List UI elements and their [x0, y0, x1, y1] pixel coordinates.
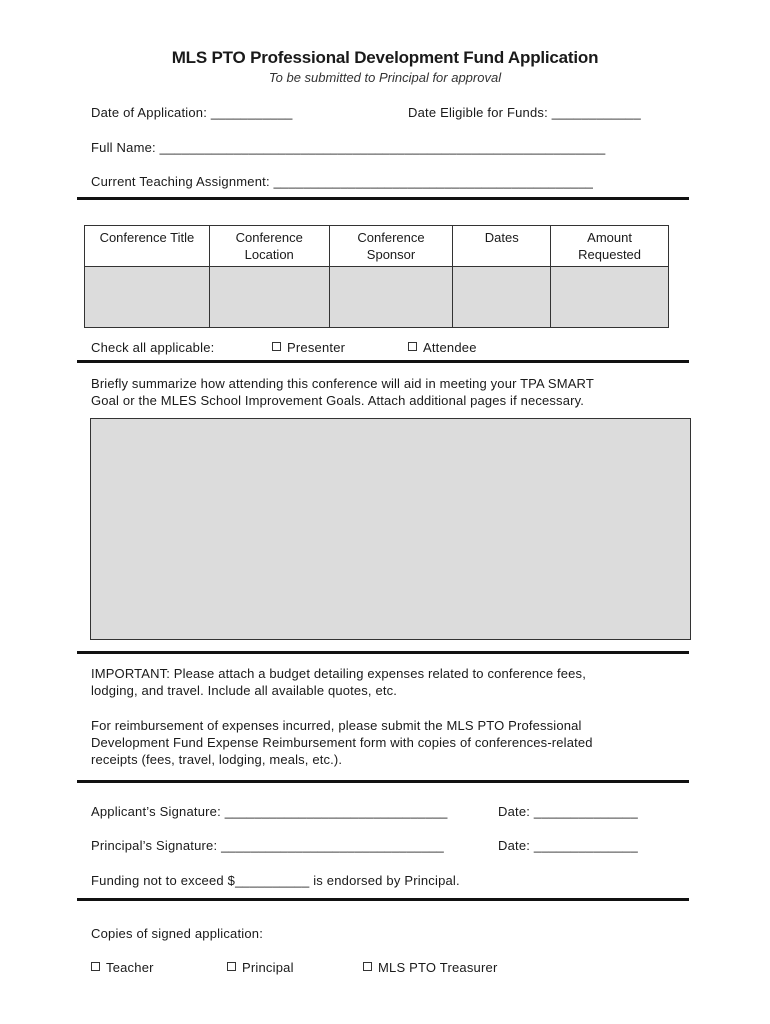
page-title: MLS PTO Professional Development Fund Application: [171, 48, 599, 67]
checkbox-icon: [227, 962, 236, 971]
checkbox-icon: [408, 342, 417, 351]
conference-table: [84, 225, 669, 328]
applicant-date-field[interactable]: Date: ______________: [498, 804, 638, 819]
attendee-label: Attendee: [423, 340, 477, 355]
presenter-checkbox[interactable]: [272, 340, 345, 355]
teacher-label: Teacher: [106, 960, 154, 975]
summary-line: Goal or the MLES School Improvement Goals. Attach additional pages if necessary.: [91, 393, 585, 408]
reimbursement-line: Development Fund Expense Reimbursement form with copies of conferences-related: [91, 735, 593, 750]
funding-limit-field[interactable]: Funding not to exceed $__________ is endorsed by Principal.: [91, 873, 460, 888]
principal-label: Principal: [242, 960, 294, 975]
dates-input[interactable]: [453, 267, 551, 328]
column-header-conference-location: Conference Location: [209, 226, 329, 267]
check-applicable-label: Check all applicable:: [91, 340, 215, 355]
presenter-label: Presenter: [287, 340, 346, 355]
date-eligible-field[interactable]: Date Eligible for Funds: ____________: [408, 105, 641, 120]
summary-instructions: [91, 375, 594, 409]
summary-line: Briefly summarize how attending this conference will aid in meeting your TPA SMART: [91, 376, 594, 391]
principal-checkbox[interactable]: [227, 960, 294, 975]
section-divider: [77, 898, 689, 901]
column-header-dates: Dates: [453, 226, 551, 267]
section-divider: [77, 197, 689, 200]
section-divider: [77, 651, 689, 654]
applicant-signature-field[interactable]: Applicant’s Signature: ______________________________: [91, 804, 448, 819]
full-name-field[interactable]: Full Name: ____________________________________________________________: [91, 140, 606, 155]
table-header-row: [85, 226, 669, 267]
conference-title-input[interactable]: [85, 267, 210, 328]
principal-signature-field[interactable]: Principal’s Signature: ______________________________: [91, 838, 444, 853]
section-divider: [77, 780, 689, 783]
attendee-checkbox[interactable]: [408, 340, 477, 355]
page-subtitle: To be submitted to Principal for approval: [268, 70, 502, 85]
teacher-checkbox[interactable]: [91, 960, 154, 975]
column-header-amount-requested: Amount Requested: [551, 226, 669, 267]
conference-sponsor-input[interactable]: [329, 267, 453, 328]
checkbox-icon: [363, 962, 372, 971]
reimbursement-line: For reimbursement of expenses incurred, please submit the MLS PTO Professional: [91, 718, 582, 733]
copies-label: Copies of signed application:: [91, 926, 264, 941]
amount-requested-input[interactable]: [551, 267, 669, 328]
summary-textarea[interactable]: [90, 418, 691, 640]
checkbox-icon: [91, 962, 100, 971]
table-row: [85, 267, 669, 328]
reimbursement-line: receipts (fees, travel, lodging, meals, etc.).: [91, 752, 343, 767]
conference-location-input[interactable]: [209, 267, 329, 328]
section-divider: [77, 360, 689, 363]
checkbox-icon: [272, 342, 281, 351]
treasurer-checkbox[interactable]: [363, 960, 497, 975]
important-note: [91, 665, 586, 699]
column-header-conference-sponsor: Conference Sponsor: [329, 226, 453, 267]
date-of-application-field[interactable]: Date of Application: ___________: [91, 105, 293, 120]
treasurer-label: MLS PTO Treasurer: [378, 960, 498, 975]
reimbursement-note: [91, 717, 593, 768]
important-line: IMPORTANT: Please attach a budget detailing expenses related to conference fees,: [91, 666, 586, 681]
important-line: lodging, and travel. Include all available quotes, etc.: [91, 683, 397, 698]
column-header-conference-title: Conference Title: [85, 226, 210, 267]
teaching-assignment-field[interactable]: Current Teaching Assignment: ___________________________________________: [91, 174, 594, 189]
principal-date-field[interactable]: Date: ______________: [498, 838, 638, 853]
